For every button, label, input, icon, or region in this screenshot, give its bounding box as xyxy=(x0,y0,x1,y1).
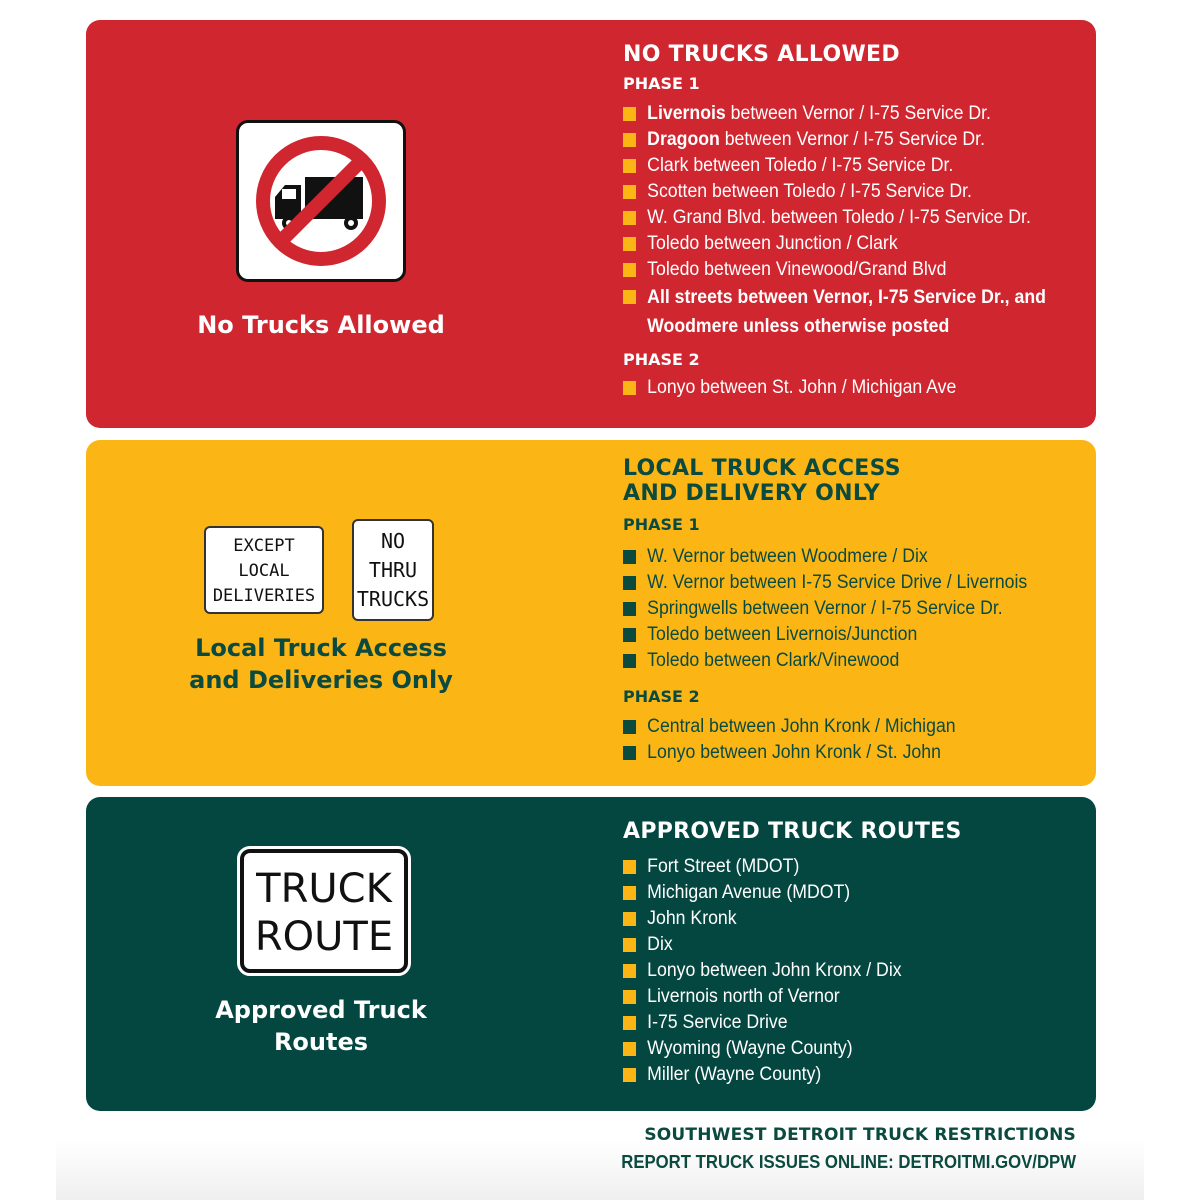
list-item: Toledo between Junction / Clark xyxy=(623,231,1054,257)
list-item: Miller (Wayne County) xyxy=(623,1062,1054,1088)
list-item: Toledo between Livernois/Junction xyxy=(623,622,1054,648)
list-item: W. Vernor between Woodmere / Dix xyxy=(623,544,1054,570)
local-access-caption: Local Truck Access and Deliveries Only xyxy=(189,634,453,694)
list-item: Lonyo between John Kronx / Dix xyxy=(623,958,1054,984)
bullet-icon xyxy=(623,237,636,251)
list-item: John Kronk xyxy=(623,906,1054,932)
local-access-panel xyxy=(86,440,1096,786)
no-trucks-panel xyxy=(86,20,1096,428)
no-trucks-phase2-label: PHASE 2 xyxy=(623,350,700,369)
no-trucks-phase1-list xyxy=(623,101,1086,341)
local-access-left xyxy=(86,440,556,786)
list-item: Springwells between Vernor / I-75 Service Dr. xyxy=(623,596,1054,622)
no-trucks-heading: NO TRUCKS ALLOWED xyxy=(623,42,900,67)
list-item: W. Vernor between I-75 Service Drive / Livernois xyxy=(623,570,1054,596)
bullet-icon xyxy=(623,628,636,642)
no-trucks-phase2-list xyxy=(623,375,1086,401)
list-item: Toledo between Clark/Vinewood xyxy=(623,648,1054,674)
list-item: Lonyo between St. John / Michigan Ave xyxy=(623,375,1054,401)
bullet-icon xyxy=(623,576,636,590)
list-item: Livernois north of Vernor xyxy=(623,984,1054,1010)
list-item: Lonyo between John Kronk / St. John xyxy=(623,740,1054,766)
no-trucks-list-area xyxy=(623,42,1086,401)
approved-routes-caption: Approved Truck Routes xyxy=(215,996,427,1056)
local-access-phase1-label: PHASE 1 xyxy=(623,515,700,534)
approved-routes-panel xyxy=(86,797,1096,1111)
local-access-phase1-list xyxy=(623,544,1086,674)
bullet-icon xyxy=(623,211,636,225)
list-item: Fort Street (MDOT) xyxy=(623,854,1054,880)
no-trucks-caption: No Trucks Allowed xyxy=(197,311,445,339)
list-item: Dix xyxy=(623,932,1054,958)
no-trucks-left xyxy=(86,20,556,428)
footer-report-link[interactable]: REPORT TRUCK ISSUES ONLINE: DETROITMI.GOV/DPW xyxy=(621,1152,1076,1172)
list-item: Scotten between Toledo / I-75 Service Dr. xyxy=(623,179,1054,205)
bullet-icon xyxy=(623,107,636,121)
local-access-list-area xyxy=(623,456,1086,766)
list-item: W. Grand Blvd. between Toledo / I-75 Service Dr. xyxy=(623,205,1054,231)
except-local-deliveries-sign: EXCEPT LOCAL DELIVERIES xyxy=(204,526,324,614)
truck-route-sign: TRUCK ROUTE xyxy=(240,849,408,973)
list-item-all-streets: All streets between Vernor, I-75 Service Dr., and Woodmere unless otherwise posted xyxy=(623,283,1094,341)
bullet-icon xyxy=(623,860,636,874)
approved-routes-list-area xyxy=(623,819,1086,1088)
list-item: Michigan Avenue (MDOT) xyxy=(623,880,1054,906)
local-access-phase2-list xyxy=(623,714,1086,766)
bullet-icon xyxy=(623,1042,636,1056)
bullet-icon xyxy=(623,159,636,173)
bullet-icon xyxy=(623,1016,636,1030)
bullet-icon xyxy=(623,290,636,304)
bullet-icon xyxy=(623,746,636,760)
list-item: Dragoon between Vernor / I-75 Service Dr. xyxy=(623,127,1054,153)
bullet-icon xyxy=(623,381,636,395)
local-access-phase2-label: PHASE 2 xyxy=(623,687,700,706)
list-item: I-75 Service Drive xyxy=(623,1010,1054,1036)
bullet-icon xyxy=(623,912,636,926)
list-item: Clark between Toledo / I-75 Service Dr. xyxy=(623,153,1054,179)
approved-routes-left xyxy=(86,797,556,1111)
approved-routes-heading: APPROVED TRUCK ROUTES xyxy=(623,819,962,844)
bullet-icon xyxy=(623,938,636,952)
bullet-icon xyxy=(623,602,636,616)
approved-routes-list xyxy=(623,854,1086,1088)
bullet-icon xyxy=(623,185,636,199)
list-item: Central between John Kronk / Michigan xyxy=(623,714,1054,740)
bullet-icon xyxy=(623,1068,636,1082)
no-thru-trucks-sign: NO THRU TRUCKS xyxy=(352,519,434,621)
no-trucks-phase1-label: PHASE 1 xyxy=(623,74,700,93)
bullet-icon xyxy=(623,886,636,900)
no-truck-icon xyxy=(239,123,403,279)
bullet-icon xyxy=(623,964,636,978)
list-item: Wyoming (Wayne County) xyxy=(623,1036,1054,1062)
bullet-icon xyxy=(623,990,636,1004)
local-access-heading: LOCAL TRUCK ACCESS AND DELIVERY ONLY xyxy=(623,456,901,506)
list-item: Toledo between Vinewood/Grand Blvd xyxy=(623,257,1054,283)
footer-title: SOUTHWEST DETROIT TRUCK RESTRICTIONS xyxy=(644,1125,1076,1145)
bullet-icon xyxy=(623,654,636,668)
no-trucks-sign xyxy=(236,120,406,282)
bullet-icon xyxy=(623,720,636,734)
bullet-icon xyxy=(623,133,636,147)
list-item: Livernois between Vernor / I-75 Service Dr. xyxy=(623,101,1054,127)
bullet-icon xyxy=(623,550,636,564)
bullet-icon xyxy=(623,263,636,277)
